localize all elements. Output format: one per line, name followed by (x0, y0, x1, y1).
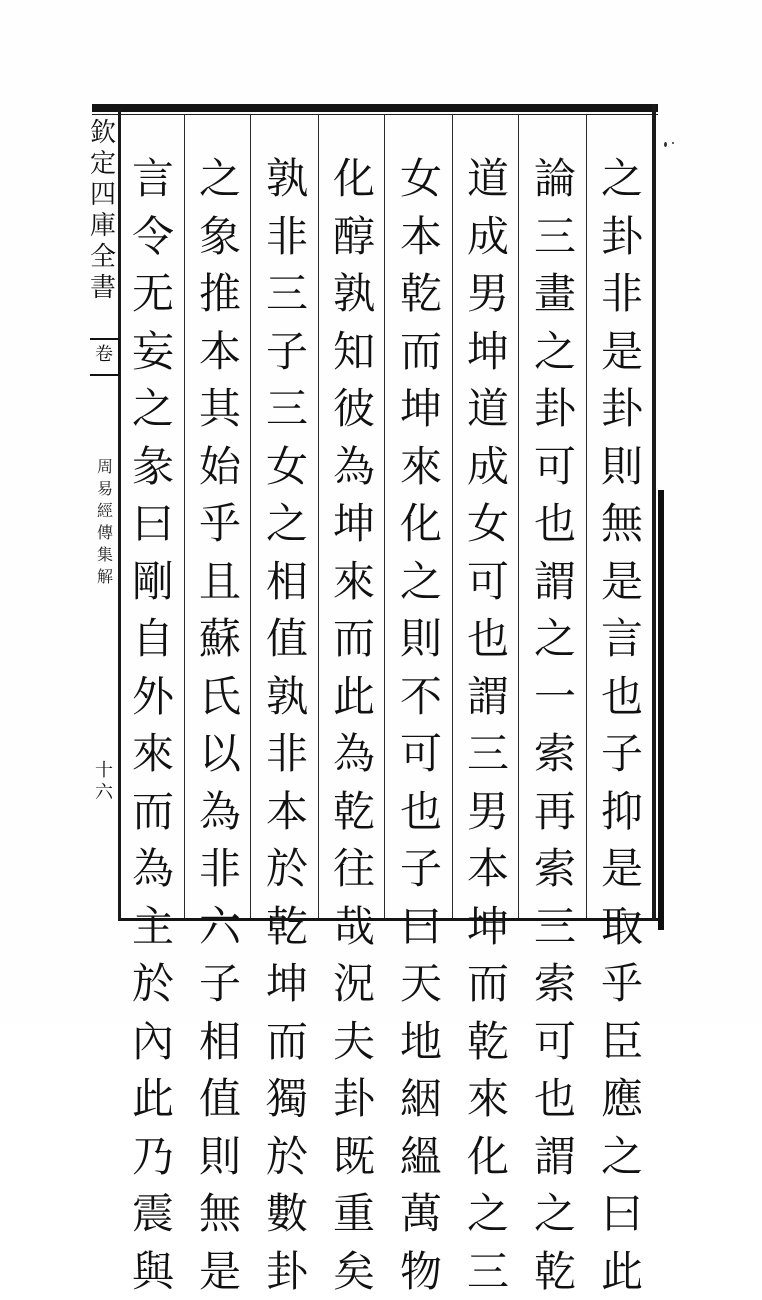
text-char: 數 (266, 1185, 308, 1243)
text-char: 也 (534, 1070, 576, 1128)
text-column-3 (458, 150, 518, 910)
collection-title (88, 118, 118, 304)
text-char: 謂 (534, 553, 576, 611)
text-char: 道 (467, 380, 509, 438)
margin-char: 四 (90, 180, 116, 211)
text-char: 於 (266, 1128, 308, 1186)
text-char: 非 (266, 208, 308, 266)
text-char: 子 (400, 840, 442, 898)
text-char: 孰 (333, 265, 375, 323)
text-char: 醇 (333, 208, 375, 266)
text-char: 重 (333, 1185, 375, 1243)
text-char: 論 (534, 150, 576, 208)
text-char: 此 (132, 1070, 174, 1128)
text-char: 子 (266, 323, 308, 381)
text-char: 知 (333, 323, 375, 381)
text-char: 之 (467, 1185, 509, 1243)
text-char: 乃 (132, 1128, 174, 1186)
text-char: 子 (601, 725, 643, 783)
text-char: 乾 (534, 1243, 576, 1300)
text-char: 本 (266, 783, 308, 841)
text-char: 卦 (333, 1070, 375, 1128)
text-char: 為 (199, 783, 241, 841)
text-char: 來 (400, 438, 442, 496)
text-char: 乾 (400, 265, 442, 323)
text-char: 本 (467, 840, 509, 898)
text-char: 天 (400, 955, 442, 1013)
book-title (94, 456, 116, 588)
text-char: 也 (467, 610, 509, 668)
text-char: 言 (601, 610, 643, 668)
margin-char: 欽 (90, 118, 116, 149)
text-char: 再 (534, 783, 576, 841)
column-divider (250, 114, 251, 918)
text-char: 氏 (199, 668, 241, 726)
text-column-6 (257, 150, 317, 910)
text-char: 卦 (601, 380, 643, 438)
text-char: 而 (266, 1013, 308, 1071)
text-char: 可 (534, 438, 576, 496)
text-char: 卦 (534, 380, 576, 438)
text-char: 此 (333, 668, 375, 726)
text-char: 之 (534, 323, 576, 381)
text-char: 況 (333, 955, 375, 1013)
column-divider (452, 114, 453, 918)
text-column-8 (123, 150, 183, 910)
text-char: 无 (132, 265, 174, 323)
column-divider (384, 114, 385, 918)
text-char: 也 (534, 495, 576, 553)
text-char: 物 (400, 1243, 442, 1300)
text-char: 之 (601, 1128, 643, 1186)
text-char: 可 (467, 553, 509, 611)
text-char: 此 (601, 1243, 643, 1300)
text-char: 妄 (132, 323, 174, 381)
margin-char: 傳 (97, 522, 113, 544)
text-char: 子 (199, 955, 241, 1013)
text-char: 曰 (132, 495, 174, 553)
text-char: 坤 (467, 323, 509, 381)
text-char: 之 (199, 150, 241, 208)
text-char: 往 (333, 840, 375, 898)
margin-char: 周 (97, 456, 113, 478)
text-column-4 (391, 150, 451, 910)
text-char: 縕 (400, 1128, 442, 1186)
text-char: 三 (266, 265, 308, 323)
text-char: 則 (400, 610, 442, 668)
text-char: 抑 (601, 783, 643, 841)
text-char: 之 (266, 495, 308, 553)
text-char: 是 (601, 553, 643, 611)
text-char: 是 (199, 1243, 241, 1300)
text-char: 是 (601, 840, 643, 898)
text-char: 無 (601, 495, 643, 553)
text-char: 索 (534, 955, 576, 1013)
text-char: 三 (266, 380, 308, 438)
text-char: 可 (400, 725, 442, 783)
text-char: 乎 (199, 495, 241, 553)
margin-char: 全 (90, 242, 116, 273)
text-char: 乾 (333, 783, 375, 841)
text-char: 謂 (467, 668, 509, 726)
margin-char: 經 (97, 500, 113, 522)
text-char: 成 (467, 438, 509, 496)
text-char: 主 (132, 898, 174, 956)
text-char: 畫 (534, 265, 576, 323)
frame-top-border (92, 104, 658, 112)
text-char: 乎 (601, 955, 643, 1013)
frame-right-shadow (658, 490, 664, 930)
text-char: 索 (534, 725, 576, 783)
text-char: 地 (400, 1013, 442, 1071)
text-char: 非 (266, 725, 308, 783)
text-char: 外 (132, 668, 174, 726)
text-char: 坤 (467, 898, 509, 956)
text-char: 乾 (266, 898, 308, 956)
column-divider (518, 114, 519, 918)
text-column-5 (324, 150, 384, 910)
text-char: 言 (132, 150, 174, 208)
text-char: 震 (132, 1185, 174, 1243)
text-char: 坤 (333, 495, 375, 553)
text-char: 始 (199, 438, 241, 496)
text-char: 女 (467, 495, 509, 553)
text-char: 相 (199, 1013, 241, 1071)
margin-char: 易 (97, 478, 113, 500)
text-char: 三 (534, 898, 576, 956)
text-char: 來 (467, 1070, 509, 1128)
text-char: 則 (199, 1128, 241, 1186)
text-char: 曰 (400, 898, 442, 956)
text-char: 男 (467, 783, 509, 841)
text-char: 值 (199, 1070, 241, 1128)
text-char: 道 (467, 150, 509, 208)
text-char: 彖 (132, 438, 174, 496)
text-column-1 (592, 150, 652, 910)
text-char: 為 (132, 840, 174, 898)
text-char: 六 (199, 898, 241, 956)
text-char: 自 (132, 610, 174, 668)
text-char: 孰 (266, 150, 308, 208)
text-char: 以 (199, 725, 241, 783)
text-char: 且 (199, 553, 241, 611)
text-char: 無 (199, 1185, 241, 1243)
juan-mark: 卷 (90, 338, 120, 376)
text-char: 三 (534, 208, 576, 266)
text-char: 與 (132, 1243, 174, 1300)
text-char: 成 (467, 208, 509, 266)
margin-char: 定 (90, 149, 116, 180)
text-char: 化 (333, 150, 375, 208)
text-char: 臣 (601, 1013, 643, 1071)
text-char: 之 (534, 610, 576, 668)
text-char: 坤 (266, 955, 308, 1013)
text-char: 夫 (333, 1013, 375, 1071)
text-char: 蘇 (199, 610, 241, 668)
text-char: 於 (266, 840, 308, 898)
text-char: 於 (132, 955, 174, 1013)
text-char: 來 (333, 553, 375, 611)
text-char: 女 (400, 150, 442, 208)
text-char: 乾 (467, 1013, 509, 1071)
text-char: 本 (199, 323, 241, 381)
text-char: 而 (400, 323, 442, 381)
text-char: 矣 (333, 1243, 375, 1300)
text-char: 男 (467, 265, 509, 323)
text-char: 值 (266, 610, 308, 668)
text-char: 來 (132, 725, 174, 783)
text-char: 推 (199, 265, 241, 323)
text-char: 則 (601, 438, 643, 496)
text-char: 謂 (534, 1128, 576, 1186)
text-column-2 (525, 150, 585, 910)
text-char: 孰 (266, 668, 308, 726)
text-char: 萬 (400, 1185, 442, 1243)
text-char: 哉 (333, 898, 375, 956)
text-char: 既 (333, 1128, 375, 1186)
ink-speck (664, 142, 667, 147)
text-char: 本 (400, 208, 442, 266)
text-char: 而 (467, 955, 509, 1013)
margin-char: 書 (90, 273, 116, 304)
text-char: 其 (199, 380, 241, 438)
frame-left-border (118, 110, 121, 920)
frame-top-inner-rule (92, 114, 658, 115)
text-char: 曰 (601, 1185, 643, 1243)
text-char: 獨 (266, 1070, 308, 1128)
text-char: 應 (601, 1070, 643, 1128)
text-char: 內 (132, 1013, 174, 1071)
frame-right-border (652, 104, 656, 920)
margin-char: 集 (97, 544, 113, 566)
text-char: 也 (400, 783, 442, 841)
text-char: 絪 (400, 1070, 442, 1128)
text-char: 非 (199, 840, 241, 898)
text-char: 之 (534, 1185, 576, 1243)
text-column-7 (190, 150, 250, 910)
text-char: 取 (601, 898, 643, 956)
text-char: 為 (333, 725, 375, 783)
text-char: 女 (266, 438, 308, 496)
text-char: 不 (400, 668, 442, 726)
text-char: 剛 (132, 553, 174, 611)
text-char: 相 (266, 553, 308, 611)
text-char: 是 (601, 323, 643, 381)
text-char: 為 (333, 438, 375, 496)
text-char: 卦 (266, 1243, 308, 1300)
text-char: 之 (601, 150, 643, 208)
text-char: 之 (400, 553, 442, 611)
page-number: 十六 (92, 760, 116, 804)
margin-char: 解 (97, 566, 113, 588)
text-char: 令 (132, 208, 174, 266)
column-divider (586, 114, 587, 918)
text-char: 卦 (601, 208, 643, 266)
text-char: 坤 (400, 380, 442, 438)
text-char: 化 (400, 495, 442, 553)
text-char: 三 (467, 1243, 509, 1300)
text-char: 也 (601, 668, 643, 726)
text-char: 索 (534, 840, 576, 898)
column-divider (318, 114, 319, 918)
text-char: 而 (333, 610, 375, 668)
text-char: 可 (534, 1013, 576, 1071)
text-char: 彼 (333, 380, 375, 438)
text-char: 化 (467, 1128, 509, 1186)
text-char: 之 (132, 380, 174, 438)
ink-speck (672, 142, 674, 144)
text-char: 非 (601, 265, 643, 323)
text-char: 一 (534, 668, 576, 726)
text-char: 三 (467, 725, 509, 783)
text-char: 而 (132, 783, 174, 841)
text-char: 象 (199, 208, 241, 266)
margin-char: 庫 (90, 211, 116, 242)
column-divider (184, 114, 185, 918)
